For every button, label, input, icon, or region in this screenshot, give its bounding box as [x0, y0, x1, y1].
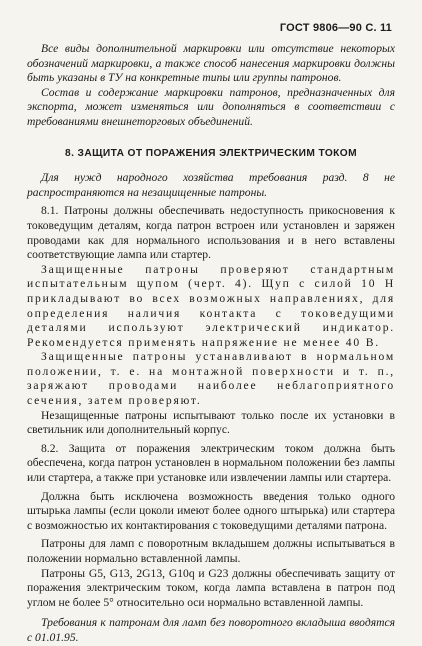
clause-8-1-mounting: Защищенные патроны устанавливают в нормальном положении, т. е. на монтажной поверхности и т. п., заряжают проводами наиболее неблагоприятного сечения, затем проверяют. — [27, 350, 395, 408]
paragraph-export-marking: Состав и содержание маркировки патронов, предназначенных для экспорта, может изменяться или дополняться в соответствии с требованиями внешнеторговых объединений. — [27, 85, 395, 128]
clause-8-2-angle: Патроны G5, G13, 2G13, G10q и G23 должны обеспечивать защиту от поражения электрическим током, когда лампа вставлена в патрон под углом не более 5° относительно оси нормально вставленной лампы. — [27, 566, 395, 609]
clause-8-1-unprotected: Незащищенные патроны испытывают только после их установки в светильник или дополнительный корпус. — [27, 408, 395, 437]
page-header: ГОСТ 9806—90 С. 11 — [279, 22, 392, 34]
clause-8-1-test-probe: Защищенные патроны проверяют стандартным испытательным щупом (черт. 4). Щуп с силой 10 Н прикладывают во всех возможных направлениях, для определения наличия контакта с токоведущими деталями используют электрический индикатор. Рекомендуется применять напряжение не менее 40 В. — [27, 262, 395, 349]
document-body — [27, 42, 395, 646]
clause-8-2-rotary: Патроны для ламп с поворотным вкладышем должны испытываться в положении нормально вставленной лампы. — [27, 537, 395, 565]
clause-8-1: 8.1. Патроны должны обеспечивать недоступность прикосновения к токоведущим деталям, когда патрон встроен или установлен и заряжен проводами как для нормального использования и в него вставлены соответствующие лампа или стартер. — [27, 204, 395, 262]
footer-note: Требования к патронам для ламп без поворотного вкладыша вводятся с 01.01.95. — [27, 616, 395, 644]
clause-8-2-single-pin: Должна быть исключена возможность введения только одного штырька лампы (если цоколи имеют более одного штырька) или стартера с возможностью их контактирования с токоведущими деталями патрона. — [27, 489, 395, 532]
clause-8-2: 8.2. Защита от поражения электрическим током должна быть обеспечена, когда патрон установлен в нормальном положении без лампы или стартера, а также при установке или извлечении лампы или стартера. — [27, 441, 395, 485]
paragraph-marking-types: Все виды дополнительной маркировки или отсутствие некоторых обозначений маркировки, а также способ нанесения маркировки должны быть указаны в ТУ на конкретные типы или группы патронов. — [27, 42, 395, 85]
section-note: Для нужд народного хозяйства требования разд. 8 не распространяются на незащищенные патроны. — [27, 171, 395, 199]
section-heading: 8. ЗАЩИТА ОТ ПОРАЖЕНИЯ ЭЛЕКТРИЧЕСКИМ ТОКОМ — [65, 147, 357, 159]
